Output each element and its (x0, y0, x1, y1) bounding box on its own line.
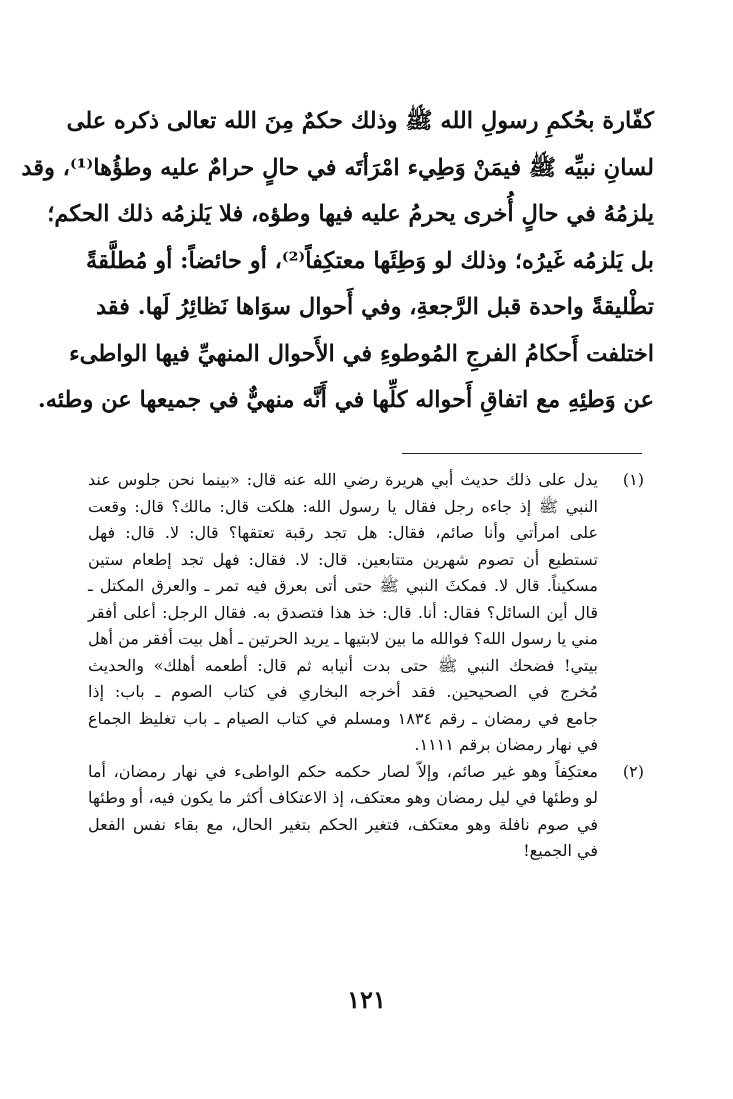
footnotes-block (88, 467, 644, 865)
main-text-line: لسانِ نبيِّه ﷺ فيمَنْ وَطِيء امْرَأتَه في حالٍ حرامٌ عليه وطؤُها⁽¹⁾، وقد (21, 154, 654, 181)
footnote-line: في الجميع! (523, 841, 598, 860)
footnote-line: في نهار رمضان برقم ١١١١. (414, 735, 598, 754)
main-text-line: يلزمُهُ في حالٍ أُخرى يحرمُ عليه فيها وطؤه، فلا يَلزمُه ذلك الحكم؛ (47, 201, 654, 227)
footnote-line: معتكِفاً وهو غير صائم، وإلاّ لصار حكمه حكم الواطىء في نهار رمضان، أما (88, 761, 598, 781)
footnote-number: (٢) (622, 761, 644, 781)
page-number: ١٢١ (347, 985, 386, 1014)
footnote-line: لو وطئها في ليل رمضان وهو معتكف، إذ الاعتكاف أكثر ما يكون فيه، أو وطئها (88, 788, 598, 807)
footnote-line: جامع في رمضان ـ رقم ١٨٣٤ ومسلم في كتاب الصيام ـ باب تغليظ الجماع (88, 708, 598, 728)
footnote-1 (88, 467, 644, 759)
main-text-line: تطْليقةً واحدة قبل الرَّجعةِ، وفي أَحوال سوَاها نَظائِرُ لَها. فقد (95, 294, 654, 320)
footnote-line: النبي ﷺ إذ جاءه رجل فقال يا رسول الله: هلكت قال: مالك؟ قال: وقعت (88, 496, 598, 516)
footnote-line: مُخرج في الصحيحين. فقد أخرجه البخاري في كتاب الصوم ـ باب: إذا (88, 682, 598, 701)
footnote-line: في صوم نافلة وهو معتكف، فتغير الحكم بتغير الحال، مع بقاء نفس الفعل (88, 814, 598, 834)
main-text-line: عن وَطئِهِ مع اتفاقِ أَحواله كلِّها في أَنَّه منهيٌّ في جميعها عن وطئه. (37, 387, 654, 413)
main-text-line: اختلفت أَحكامُ الفرجِ المُوطوءِ في الأَحوال المنهيِّ فيها الواطىء (69, 340, 654, 367)
footnote-line: بيتي! فضحك النبي ﷺ حتى بدت أنيابه ثم قال: أطعمه أهلك» والحديث (88, 655, 598, 675)
main-text-block (21, 98, 654, 424)
footnote-line: على امرأتي وأنا صائم، فقال: هل تجد رقبة تعتقها؟ قال: لا. قال: فهل (88, 523, 598, 542)
footnote-line: يدل على ذلك حديث أبي هريرة رضي الله عنه قال: «بينما نحن جلوس عند (88, 470, 599, 489)
footnote-line: مني يا رسول الله؟ فوالله ما بين لابتيها ـ يريد الحرتين ـ أهل بيت أفقر من أهل (88, 629, 598, 648)
footnote-line: قال أين السائل؟ فقال: أنا. قال: خذ هذا فتصدق به. فقال الرجل: أعلى أفقر (88, 602, 598, 622)
footnote-line: تستطيع أن تصوم شهرين متتابعين. قال: لا. فقال: فهل تجد إطعام ستين (88, 549, 598, 569)
main-text-line: بل يَلزمُه غَيرُه؛ وذلك لو وَطِئَها معتكِفاً⁽²⁾، أو حائضاً: أو مُطلَّقةً (86, 247, 654, 274)
footnote-number: (١) (622, 470, 644, 489)
footnote-separator (402, 453, 642, 454)
main-text-line: كفّارة بحُكمِ رسولِ الله ﷺ وذلك حكمٌ مِنَ الله تعالى ذكره على (66, 108, 654, 134)
footnote-line: مسكيناً. قال لا. فمكثَ النبي ﷺ حتى أتى بعرق فيه تمر ـ والعرق المكتل ـ (88, 576, 599, 595)
footnote-2 (88, 759, 644, 865)
